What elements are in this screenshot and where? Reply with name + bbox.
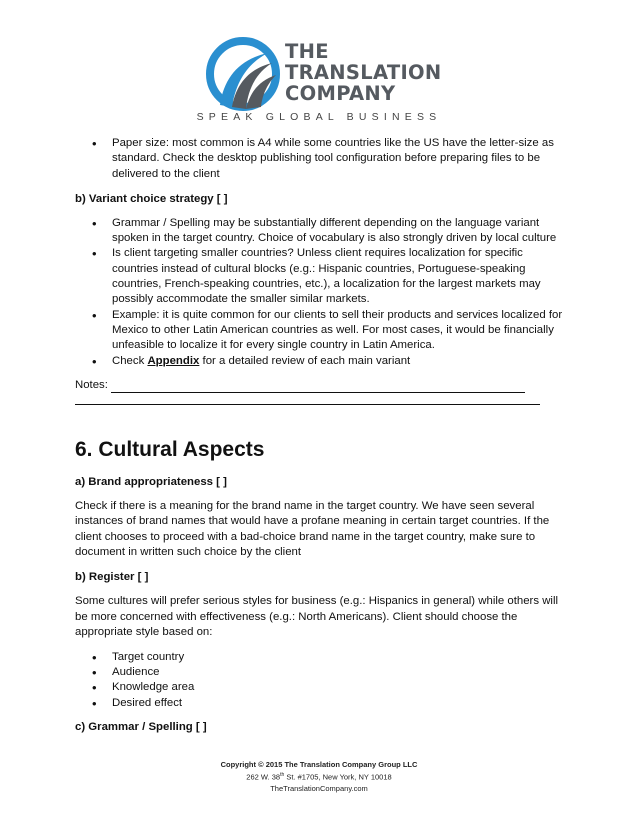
page-footer	[0, 759, 638, 794]
check-suffix: for a detailed review of each main variant	[199, 354, 411, 367]
logo-wordmark	[285, 41, 442, 104]
logo-line-2: TRANSLATION	[285, 61, 442, 84]
list-item: • Grammar / Spelling may be substantially different depending on the language variant spoken in the target country. Choice of vocabulary is also strongly driven by local culture	[75, 216, 565, 247]
variant-list	[75, 216, 565, 369]
list-item: • Target country	[75, 650, 565, 665]
register-list	[75, 650, 565, 711]
paper-size-list	[75, 136, 565, 182]
list-item: • Is client targeting smaller countries? Unless client requires localization for specific countries instead of cultural blocks (e.g.: Hispanic countries, Portuguese-speaking countries, French-speaking countries, etc.), a localization for the largest markets may possibly accommodate the smaller similar markets.	[75, 246, 565, 307]
list-item: • Audience	[75, 665, 565, 680]
page-body	[75, 136, 565, 735]
notes-underline	[111, 380, 525, 393]
list-item	[75, 354, 565, 369]
check-prefix: Check	[112, 354, 148, 367]
notes-line	[75, 378, 565, 393]
grammar-heading: c) Grammar / Spelling [ ]	[75, 720, 207, 733]
notes-second-underline	[75, 404, 540, 405]
list-item: • Knowledge area	[75, 680, 565, 695]
notes-label: Notes:	[75, 378, 112, 391]
brand-paragraph: Check if there is a meaning for the brand name in the target country. We have seen several instances of brand names that would have a profane meaning in certain target countries. If the client chooses to proceed with a bad-choice brand name in the target country, make sure to document in written such choice by the client	[75, 499, 550, 559]
register-paragraph: Some cultures will prefer serious styles for business (e.g.: Hispanics in general) while others will be more concerned with effectiveness (e.g.: North Americans). Client should choose the appropriate style based on:	[75, 595, 559, 639]
appendix-link[interactable]: Appendix	[147, 354, 200, 367]
brand-heading: a) Brand appropriateness [ ]	[75, 475, 227, 488]
address-street-number: 262 W. 38	[246, 772, 281, 782]
variant-heading: b) Variant choice strategy [ ]	[75, 192, 228, 205]
address-rest: St. #1705, New York, NY 10018	[284, 772, 392, 782]
list-item: • Example: it is quite common for our clients to sell their products and services localized for Mexico to other Latin American countries as well. For most cases, it would be financially unfeasible to localize it for every single country in Latin America.	[75, 308, 565, 354]
footer-copyright: Copyright © 2015 The Translation Company Group LLC	[220, 760, 418, 769]
logo-line-1: THE	[285, 40, 329, 63]
register-heading: b) Register [ ]	[75, 571, 149, 584]
footer-website[interactable]: TheTranslationCompany.com	[270, 783, 368, 793]
footer-address	[0, 770, 638, 783]
list-item: • Desired effect	[75, 696, 565, 711]
swoosh-logo-icon	[206, 37, 280, 111]
logo-line-3: COMPANY	[285, 82, 396, 105]
logo-tagline: SPEAK GLOBAL BUSINESS	[196, 111, 442, 123]
list-item: • Paper size: most common is A4 while some countries like the US have the letter-size as standard. Check the desktop publishing tool configuration before preparing files to be delivered to the client	[75, 136, 565, 182]
address-superscript: th	[280, 772, 285, 778]
section-title: 6. Cultural Aspects	[75, 437, 265, 461]
company-logo	[0, 0, 638, 130]
